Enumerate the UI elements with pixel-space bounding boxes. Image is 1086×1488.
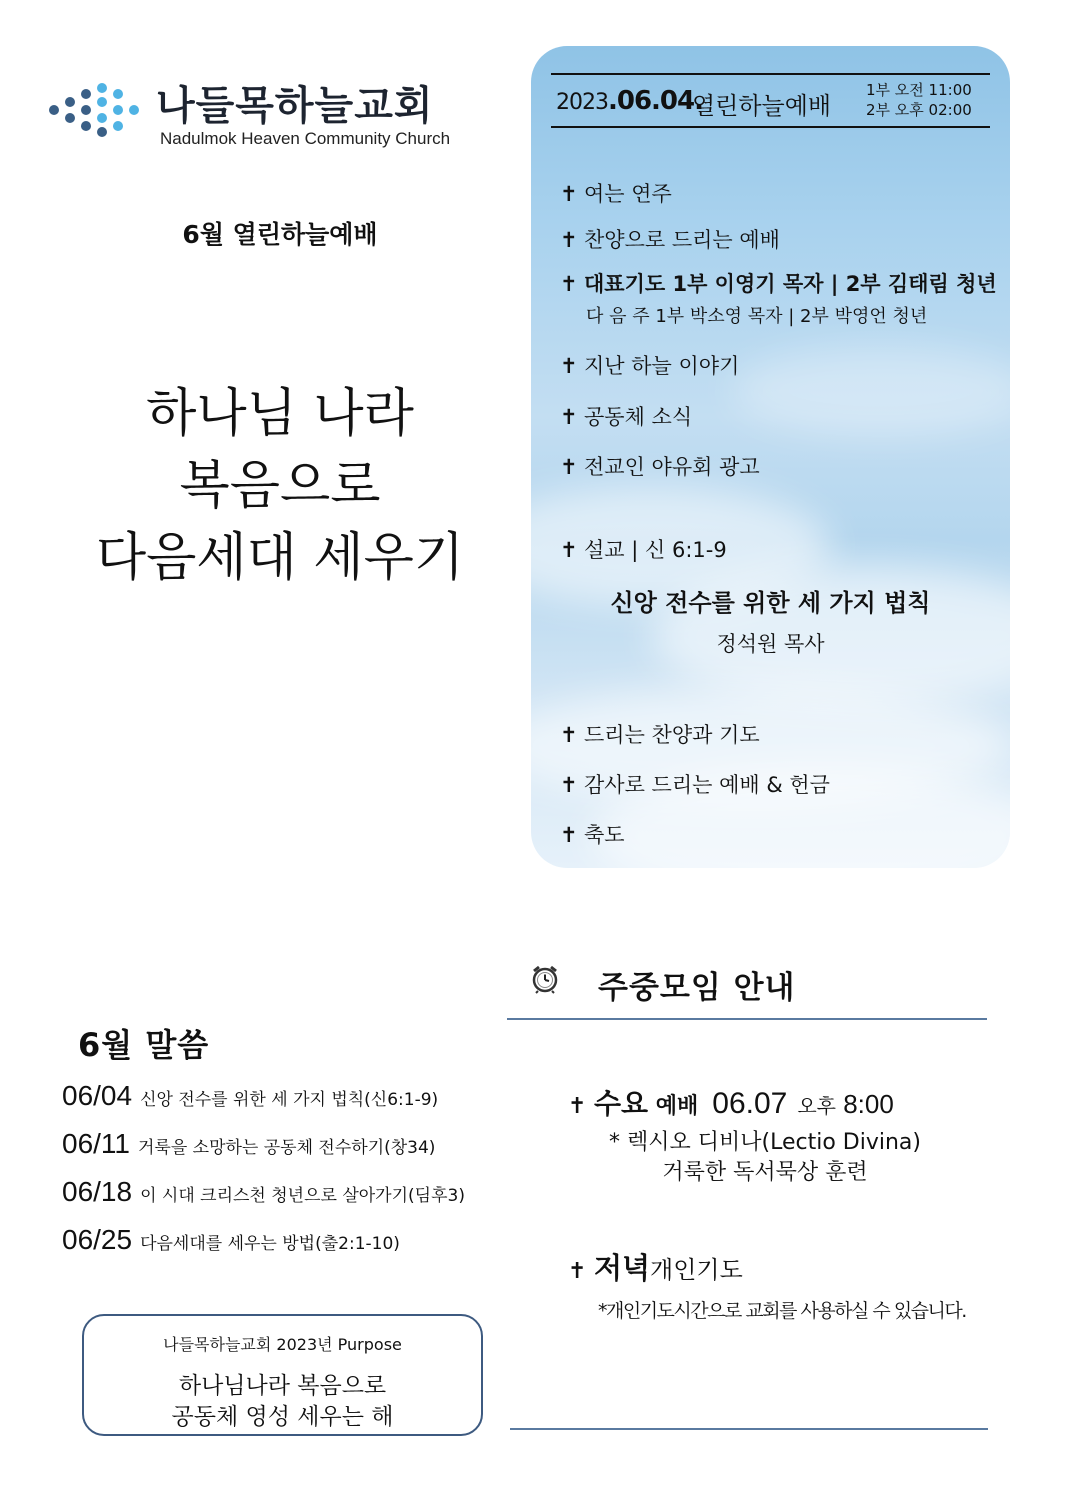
cross-icon: ✝ xyxy=(568,1259,587,1284)
service-item-sermon: ✝ 설교 | 신 6:1-9 xyxy=(560,538,727,562)
next-week-prayer: 다 음 주 1부 박소영 목자 | 2부 박영언 청년 xyxy=(586,306,928,327)
theme-line: 하나님 나라 xyxy=(146,384,414,444)
theme-line: 다음세대 세우기 xyxy=(95,528,465,588)
service-item: ✝ 지난 하늘 이야기 xyxy=(560,354,740,378)
section-rule xyxy=(507,1018,987,1020)
service-item: ✝ 찬양으로 드리는 예배 xyxy=(560,228,780,252)
service-time-1: 1부 오전 11:00 xyxy=(866,81,972,99)
cross-icon: ✝ xyxy=(560,405,578,429)
cross-icon: ✝ xyxy=(560,823,578,847)
service-item-prayer: ✝ 대표기도 1부 이영기 목자 | 2부 김태림 청년 xyxy=(560,272,997,296)
header-rule xyxy=(551,126,990,128)
cross-icon: ✝ xyxy=(560,228,578,252)
purpose-line: 하나님나라 복음으로 xyxy=(178,1373,387,1399)
service-time-2: 2부 오후 02:00 xyxy=(866,101,972,119)
month-worship-title: 6월 열린하늘예배 xyxy=(182,220,378,249)
service-item: ✝ 공동체 소식 xyxy=(560,405,693,429)
sermon-list-item: 06/25 다음세대를 세우는 방법(출2:1-10) xyxy=(62,1224,400,1255)
wednesday-date: 06.07 xyxy=(712,1087,788,1120)
service-item: ✝ 감사로 드리는 예배 & 헌금 xyxy=(560,773,830,797)
sermon-preacher: 정석원 목사 xyxy=(716,632,825,656)
cross-icon: ✝ xyxy=(560,455,578,479)
service-item: ✝ 여는 연주 xyxy=(560,182,672,206)
cross-icon: ✝ xyxy=(560,182,578,206)
wednesday-service: ✝ 수요 예배 06.07 오후 8:00 xyxy=(568,1087,894,1120)
sermon-title: 신앙 전수를 위한 세 가지 법칙 xyxy=(610,589,931,617)
evening-prayer-note: *개인기도시간으로 교회를 사용하실 수 있습니다. xyxy=(598,1300,966,1322)
bulletin-date: 2023.06.04. xyxy=(556,86,703,116)
church-name-english: Nadulmok Heaven Community Church xyxy=(160,129,451,148)
service-item: ✝ 축도 xyxy=(560,823,625,847)
cross-icon: ✝ xyxy=(560,354,578,378)
section-rule xyxy=(510,1428,988,1430)
header-rule xyxy=(551,73,990,75)
weekly-meetings-title: 주중모임 안내 xyxy=(598,970,796,1006)
cross-icon: ✝ xyxy=(560,773,578,797)
june-sermons-title: 6월 말씀 xyxy=(78,1026,210,1064)
evening-prayer: ✝ 저녁개인기도 xyxy=(568,1251,743,1285)
church-logo-icon xyxy=(46,82,142,138)
service-item: ✝ 드리는 찬양과 기도 xyxy=(560,723,760,747)
cross-icon: ✝ xyxy=(568,1094,587,1119)
purpose-subtitle: 나들목하늘교회 2023년 Purpose xyxy=(163,1335,402,1354)
alarm-clock-icon xyxy=(530,964,560,994)
sermon-list-item: 06/11 거룩을 소망하는 공동체 전수하기(창34) xyxy=(62,1128,436,1159)
service-times xyxy=(866,80,972,120)
theme-heading xyxy=(0,378,560,594)
lectio-divina-note: * 렉시오 디비나(Lectio Divina) 거룩한 독서묵상 훈련 xyxy=(609,1130,921,1185)
cross-icon: ✝ xyxy=(560,538,578,562)
church-name: 나들목하늘교회 xyxy=(156,83,434,129)
bulletin-title: 열린하늘예배 xyxy=(692,92,832,120)
sermon-list-item: 06/04 신앙 전수를 위한 세 가지 법칙(신6:1-9) xyxy=(62,1080,439,1111)
cross-icon: ✝ xyxy=(560,723,578,747)
sermon-list-item: 06/18 이 시대 크리스천 청년으로 살아가기(딤후3) xyxy=(62,1176,465,1207)
theme-line: 복음으로 xyxy=(179,456,381,516)
cross-icon: ✝ xyxy=(560,272,578,296)
purpose-line: 공동체 영성 세우는 해 xyxy=(171,1404,394,1430)
service-item: ✝ 전교인 야유회 광고 xyxy=(560,455,760,479)
